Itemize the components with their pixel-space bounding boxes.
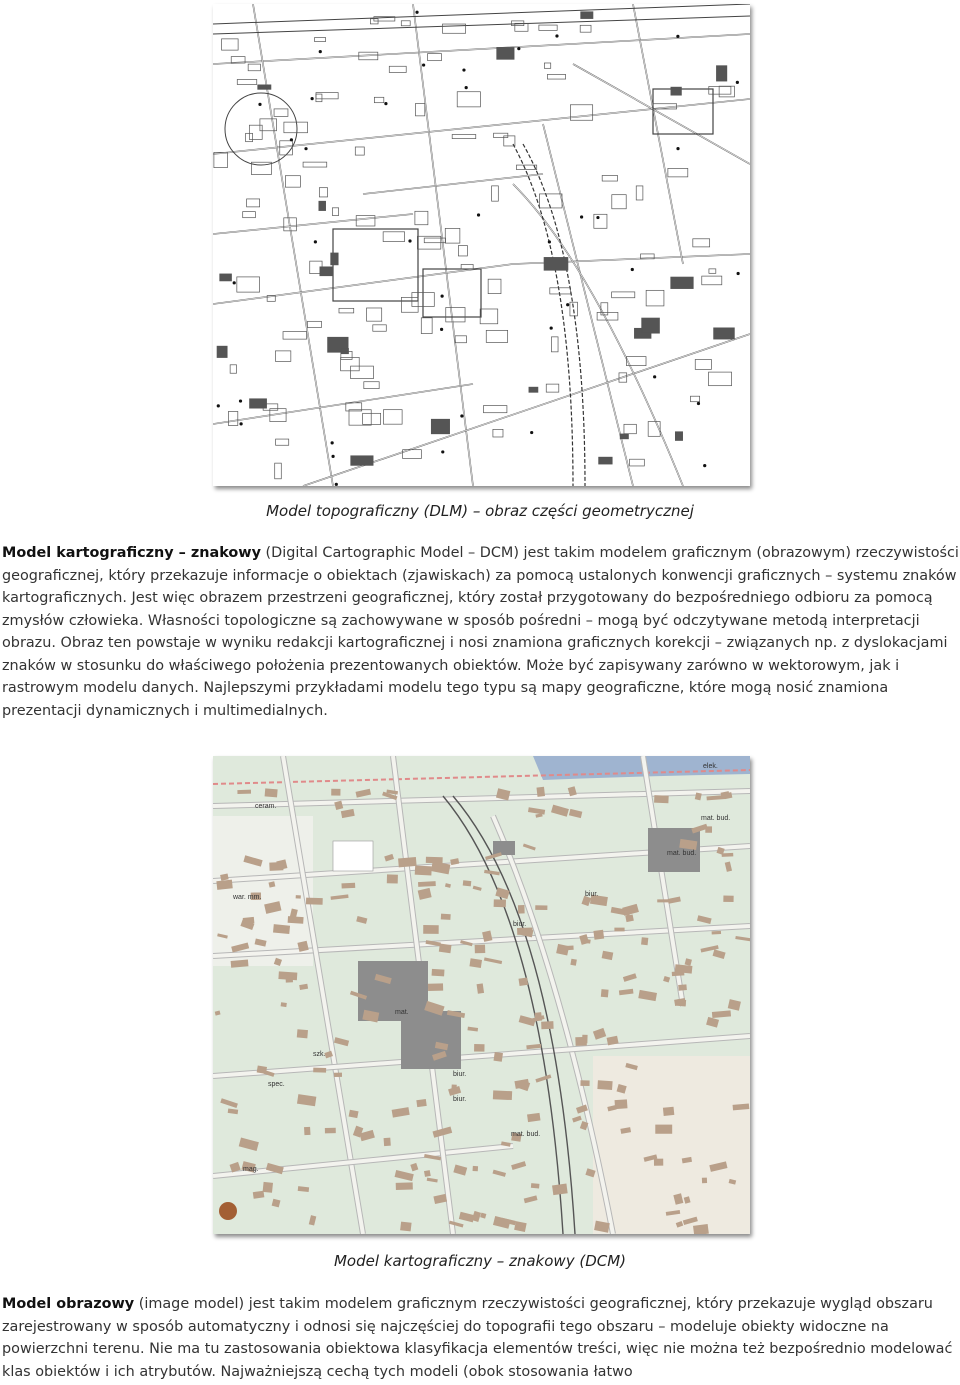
topographic-map-drawing (213, 4, 750, 486)
building-outline (551, 337, 558, 352)
point-symbol (304, 147, 307, 150)
building (257, 1065, 267, 1073)
building (269, 862, 283, 871)
building (416, 1099, 426, 1107)
building-outline (461, 264, 473, 268)
building-outline (415, 104, 424, 116)
building-outline (230, 365, 236, 373)
parking-area (333, 841, 373, 871)
building (441, 914, 451, 920)
building (231, 960, 249, 968)
point-symbol (676, 35, 679, 38)
building-outline (612, 195, 626, 209)
building-outline (550, 288, 571, 294)
building-outline (630, 459, 645, 466)
point-symbol (331, 455, 334, 458)
building (582, 1035, 588, 1044)
building-outline (258, 85, 271, 89)
point-symbol (737, 272, 740, 275)
building-outline (276, 439, 289, 445)
point-symbol (676, 147, 679, 150)
building (657, 899, 675, 902)
point-symbol (258, 103, 261, 106)
building-outline (636, 186, 643, 200)
industrial-building (401, 1011, 461, 1069)
building-outline (237, 277, 260, 292)
building-outline (283, 332, 307, 340)
building-outline (602, 175, 617, 181)
building-outline (483, 406, 506, 413)
building-outline (599, 457, 613, 464)
building-outline (488, 279, 501, 293)
building (428, 983, 443, 991)
building-outline (570, 105, 592, 120)
point-symbol (422, 63, 425, 66)
point-symbol (415, 11, 418, 14)
building-outline (319, 188, 327, 197)
building (473, 1166, 479, 1171)
building (237, 790, 251, 794)
building-outline (671, 277, 694, 289)
map-label: mat. bud. (701, 815, 731, 822)
building-outline (493, 429, 503, 437)
building (601, 989, 609, 997)
building-outline (421, 318, 432, 334)
building (313, 1068, 326, 1073)
cartographic-map-drawing (213, 756, 750, 1234)
point-symbol (441, 450, 444, 453)
building-outline (458, 246, 467, 256)
cartographic-map-image (213, 756, 750, 1234)
building-outline (695, 359, 711, 369)
building (306, 898, 323, 905)
building (477, 983, 484, 993)
building-outline (280, 141, 293, 155)
building (396, 1182, 413, 1190)
building-outline (333, 229, 418, 301)
map-label: mag. (243, 1166, 259, 1173)
building (580, 1080, 589, 1086)
river-bank-line (213, 4, 750, 24)
building (531, 1183, 540, 1188)
building-outline (401, 21, 410, 26)
building (296, 895, 301, 899)
point-symbol (239, 399, 242, 402)
building-outline (515, 23, 528, 31)
building-outline (431, 419, 449, 434)
building-outline (428, 54, 442, 61)
building (663, 1107, 674, 1116)
building (597, 1080, 612, 1090)
paragraph-dcm (2, 542, 960, 722)
building-outline (275, 351, 290, 361)
building-outline (364, 382, 379, 389)
street-line (413, 4, 473, 486)
building (614, 928, 624, 932)
building-outline (284, 122, 308, 133)
street-line (363, 174, 543, 194)
building-outline (367, 308, 382, 321)
map-label: szk. (313, 1051, 326, 1058)
building-outline (331, 253, 338, 265)
building (536, 787, 545, 797)
building (243, 917, 255, 924)
industrial-building (493, 841, 515, 855)
building-outline (363, 413, 381, 424)
point-symbol (703, 464, 706, 467)
building-outline (702, 276, 722, 285)
building-outline (544, 257, 568, 270)
building (418, 881, 436, 887)
paragraph-image-text: (image model) jest takim modelem graficznym rzeczywistości geograficznej, który przekazuje wygląd obszaru zarejestrowany w sposób automatyczny i odnosi się najczęściej do topografii tego obszaru – modeluje obiekty widoczne na powierzchni terenu. Nie ma tu zastosowania obiektowa klasyfikacja elementów treści, więc nie można też bezpośrednio modelować klas obiektów i ich atrybutów. Najważniejszą cechą tych modeli (obok stosowania łatwo (2, 1296, 953, 1380)
building-outline (594, 214, 607, 228)
point-symbol (580, 215, 583, 218)
building-outline (709, 269, 716, 273)
building-outline (446, 308, 465, 322)
paragraph-dcm-text: (Digital Cartographic Model – DCM) jest takim modelem graficznym (obrazowym) rzeczywistości geograficznej, który przekazuje informacje o obiektach (zjawiskach) za pomocą ustalonych konwencji graficznych – systemu znaków kartograficznych. Jest więc obrazem przestrzeni geograficznej, który został przygotowany do bezpośredniego odbioru za pomocą zmysłów człowieka. Własności topologiczne są zachowywane w sposób pośredni – mogą być odczytywane metodą interpretacji obrazu. Obraz ten powstaje w wyniku redakcji kartograficznej i nosi znamiona graficznych korekcji – związanych np. z dyslokacjami znaków w stosunku do właściwego położenia prezentowanych obiektów. Może być zapisywany zarówno w wektorowym, jak i rastrowym modelu danych. Najlepszymi przykładami modelu tego typu są mapy geograficzne, które mogą nosić znamiona prezentacji dynamicznych i multimedialnych. (2, 545, 959, 719)
building-outline (355, 147, 364, 155)
building-outline (220, 274, 232, 281)
building (517, 927, 533, 934)
point-symbol (697, 402, 700, 405)
building (593, 930, 604, 940)
building-outline (452, 134, 476, 138)
building-outline (494, 133, 508, 137)
building-outline (228, 411, 237, 425)
building-outline (389, 66, 406, 72)
point-symbol (548, 240, 551, 243)
point-symbol (239, 422, 242, 425)
building-outline (709, 86, 731, 94)
building (641, 937, 648, 945)
building-outline (315, 37, 326, 41)
street-line (253, 4, 333, 486)
building (400, 1222, 411, 1232)
building-outline (457, 92, 480, 107)
building (702, 1178, 707, 1184)
building (469, 958, 482, 968)
building-outline (243, 212, 256, 218)
point-symbol (233, 281, 236, 284)
building (494, 899, 506, 907)
point-symbol (314, 240, 317, 243)
paragraph-image-model (2, 1293, 960, 1383)
building-outline (275, 463, 282, 479)
building (678, 984, 687, 990)
building (286, 977, 293, 982)
building (654, 795, 669, 803)
street-line (543, 124, 633, 486)
building-outline (274, 109, 288, 116)
map-label: biur. (513, 921, 527, 928)
building-outline (497, 47, 514, 59)
building-outline (480, 309, 498, 324)
point-symbol (550, 326, 553, 329)
point-symbol (384, 102, 387, 105)
building-outline (332, 208, 338, 216)
building-outline (214, 152, 228, 167)
topographic-map-image (213, 4, 750, 486)
building-outline (303, 162, 327, 167)
building-outline (356, 216, 375, 226)
building (493, 1090, 512, 1100)
building (723, 896, 733, 903)
building (722, 853, 734, 857)
building (463, 880, 472, 886)
point-symbol (555, 34, 558, 37)
street-line (513, 184, 683, 486)
building (552, 1184, 568, 1196)
building-outline (316, 94, 322, 102)
point-symbol (653, 375, 656, 378)
building (654, 1159, 663, 1166)
building (451, 1084, 456, 1089)
building-outline (415, 211, 428, 224)
map-label: spec. (268, 1081, 285, 1088)
building-outline (351, 456, 373, 466)
building (331, 789, 340, 796)
building (341, 883, 355, 889)
building-outline (620, 434, 628, 439)
building-outline (719, 86, 734, 97)
building-outline (237, 79, 256, 84)
building (398, 857, 417, 867)
building (423, 925, 439, 934)
building (281, 1002, 287, 1007)
point-symbol (530, 431, 533, 434)
building (263, 1182, 273, 1193)
building (216, 880, 232, 890)
building (424, 1170, 431, 1177)
building-outline (249, 125, 262, 139)
building-outline (709, 372, 732, 386)
map-label: mat. bud. (511, 1131, 541, 1138)
building (334, 1073, 342, 1077)
building-outline (319, 201, 326, 210)
map-label: biur. (585, 891, 599, 898)
point-symbol (331, 441, 334, 444)
building-outline (349, 410, 371, 425)
building-outline (601, 303, 608, 315)
building-outline (250, 399, 267, 408)
figure-caption-dcm: Model kartograficzny – znakowy (DCM) (333, 1252, 627, 1270)
building-outline (581, 12, 593, 19)
building-outline (540, 194, 563, 208)
building-outline (547, 74, 565, 79)
building (494, 1052, 503, 1062)
building-outline (217, 346, 227, 357)
building-outline (570, 302, 578, 316)
building (519, 977, 529, 986)
building-outline (308, 321, 322, 327)
building-outline (401, 297, 418, 312)
building-outline (668, 168, 688, 176)
building-outline (693, 239, 710, 247)
building-outline (624, 424, 636, 433)
railway-line (523, 144, 585, 486)
point-symbol (465, 86, 468, 89)
point-symbol (596, 216, 599, 219)
building-outline (445, 228, 460, 243)
map-label: mat. bud. (667, 850, 697, 857)
building-outline (374, 97, 383, 102)
point-symbol (566, 303, 569, 306)
building (655, 1125, 672, 1134)
building-outline (486, 330, 507, 342)
building (387, 874, 398, 883)
point-symbol (517, 47, 520, 50)
building-outline (247, 199, 260, 207)
building (415, 866, 432, 876)
river-bank-line (213, 16, 750, 34)
point-symbol (290, 138, 293, 141)
building (615, 1099, 628, 1109)
street-line (213, 99, 750, 154)
term-image-model: Model obrazowy (2, 1296, 135, 1312)
building-outline (716, 66, 726, 81)
map-label: mat. (395, 1009, 409, 1016)
railway-line (513, 144, 573, 486)
building-outline (248, 64, 260, 71)
map-label: biur. (453, 1071, 467, 1078)
building-outline (714, 328, 735, 339)
building-outline (383, 232, 404, 242)
building-outline (222, 39, 239, 50)
building (541, 1021, 554, 1029)
point-symbol (460, 414, 463, 417)
building-outline (642, 318, 660, 333)
building (475, 945, 486, 954)
point-symbol (736, 81, 739, 84)
figure-caption-dlm: Model topograficzny (DLM) – obraz części geometrycznej (266, 502, 694, 520)
map-label: biur. (453, 1096, 467, 1103)
open-area (593, 1056, 750, 1234)
tank-symbol (219, 1202, 237, 1220)
building-outline (544, 63, 550, 68)
building (432, 969, 445, 976)
building-outline (529, 387, 538, 392)
building-outline (339, 308, 354, 313)
building-outline (690, 396, 699, 402)
street-line (513, 184, 683, 486)
building (297, 1029, 308, 1038)
map-label: war. mm. (233, 894, 262, 901)
point-symbol (319, 50, 322, 53)
point-symbol (462, 68, 465, 71)
building-outline (373, 325, 386, 331)
building-outline (646, 290, 664, 306)
building-outline (383, 410, 402, 424)
point-symbol (440, 328, 443, 331)
building-outline (612, 292, 635, 298)
building-outline (580, 25, 591, 32)
point-symbol (477, 213, 480, 216)
building (384, 1138, 391, 1146)
building (474, 1044, 484, 1052)
building (570, 959, 576, 966)
building (518, 905, 525, 914)
building (304, 1127, 310, 1135)
street-line (213, 34, 750, 64)
building (535, 905, 547, 910)
point-symbol (311, 97, 314, 100)
building-outline (423, 269, 481, 317)
building (325, 1128, 336, 1134)
building-outline (671, 87, 682, 95)
building-outline (316, 93, 338, 99)
point-symbol (217, 404, 220, 407)
term-dcm: Model kartograficzny – znakowy (2, 545, 261, 561)
building-outline (539, 25, 557, 30)
building-outline (320, 267, 333, 276)
point-symbol (441, 295, 444, 298)
building-outline (675, 432, 682, 441)
building-outline (546, 384, 559, 392)
point-symbol (408, 239, 411, 242)
point-symbol (335, 483, 338, 486)
building (439, 944, 452, 954)
building-outline (285, 176, 300, 187)
building-outline (455, 336, 466, 343)
building-outline (351, 366, 374, 379)
point-symbol (631, 268, 634, 271)
building-outline (653, 89, 713, 134)
map-label: elek. (703, 763, 718, 770)
building (265, 788, 278, 797)
building (712, 931, 721, 935)
map-label: ceram. (255, 803, 277, 810)
building (273, 924, 290, 934)
building-outline (492, 186, 499, 201)
